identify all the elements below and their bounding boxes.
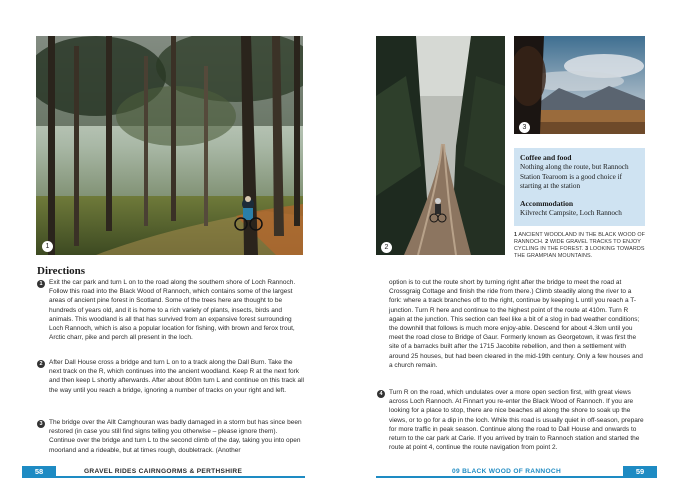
photo-caption bbox=[514, 232, 646, 260]
photo-gravel-track bbox=[376, 36, 505, 255]
step-1-text: Exit the car park and turn L on to the road along the southern shore of Loch Rannoch. Follow this road into the Black Wood of Rannoch, which contains some of the largest areas of ancient pine forest in Scotland. Some of the trees here are thought to be hundreds of years old, and it is home to a rich variety of plants, insects, birds and animals. This woodland is all that has survived from an expansive forest surrounding Loch Rannoch, which is also a popular location for fishing, with brown and ferox trout, Arctic charr, pike and perch all present in the loch. bbox=[49, 279, 296, 342]
photo-2-badge: 2 bbox=[381, 242, 392, 253]
accommodation-text: Kilvrecht Campsite, Loch Rannoch bbox=[520, 209, 622, 217]
caption-number-3: 3 bbox=[585, 246, 589, 252]
caption-number-2: 2 bbox=[545, 239, 549, 245]
caption-number-1: 1 bbox=[514, 232, 518, 238]
photo-ancient-woodland bbox=[36, 36, 303, 255]
right-page-number: 59 bbox=[623, 466, 657, 478]
left-footer-title: GRAVEL RIDES CAIRNGORMS & PERTHSHIRE bbox=[84, 468, 243, 475]
right-footer-title bbox=[452, 467, 561, 477]
caption-text-3: LOOKING TOWARDS THE GRAMPIAN MOUNTAINS. bbox=[514, 246, 645, 259]
caption-text-2: WIDE GRAVEL TRACKS TO ENJOY CYCLING IN THE FOREST. bbox=[514, 239, 641, 252]
food-heading: Coffee and food bbox=[520, 153, 572, 162]
info-box bbox=[514, 148, 645, 226]
step-3-number: 3 bbox=[37, 420, 45, 428]
step-1-number: 1 bbox=[37, 280, 45, 288]
accommodation-heading: Accommodation bbox=[520, 199, 574, 208]
food-text: Nothing along the route, but Rannoch Station Tearoom is a good choice if starting at the station bbox=[520, 163, 629, 191]
step-4-text: Turn R on the road, which undulates over a more open section first, with great views across Loch Rannoch. At Finnart you re-enter the Black Wood of Rannoch. If you are looking for a place to stop, there are nice beaches all along the shore to soak up the views, or to go for a dip in the loch. While this road is usually quiet in off-season, prepare for more traffic in peak season. Continue along the road to Dall House and onwards to return to the car park at Carie. If you arrived by train to Rannoch station and started the route at point 4, continue the route navigation from point 2. bbox=[389, 389, 644, 452]
route-number: 09 bbox=[452, 468, 460, 475]
photo-1-badge: 1 bbox=[42, 241, 53, 252]
step-2-number: 2 bbox=[37, 360, 45, 368]
left-page-number: 58 bbox=[22, 466, 56, 478]
directions-heading: Directions bbox=[37, 265, 86, 277]
route-name: BLACK WOOD OF RANNOCH bbox=[462, 468, 562, 475]
photo-3-badge: 3 bbox=[519, 122, 530, 133]
step-2-text: After Dall House cross a bridge and turn L on to a track along the Dall Burn. Take the next track on the R, which continues into the ancient woodland. Keep R at the next fork and then keep L shortly afterwards. After about 800m turn L and continue on this track all the way until you reach a bridge, ignoring a number of tracks on your right and left. bbox=[49, 359, 304, 394]
step-4-number: 4 bbox=[377, 390, 385, 398]
step-3-continued-text: option is to cut the route short by turning right after the bridge to meet the road at Crossgraig Cottage and finish the ride from there.) Climb steadily along the river to a fork: where a track branches off to the right, continue by keeping L until you reach a T-junction. Turn R here and continue to the highest point of the route at 410m. Turn R again at the junction. This section can feel like a bit of a slog in bad weather conditions; the downhill that follows is much more enjoy-able. Descend for about 4.3km until you meet the road close to Bridge of Gaur. Formerly known as Georgetown, it was first the site of a barracks built after the 1715 Jacobite rebellion, and then a settlement with around 25 houses, but had been cleared in the mid-19th century. Only a few houses and a church remain. bbox=[389, 279, 643, 369]
photo-grampian-mountains bbox=[514, 36, 645, 134]
step-3-text: The bridge over the Allt Camghouran was badly damaged in a storm but has since been restored (in case you still find signs telling you otherwise – please ignore them). Continue over the bridge and turn L to the second climb of the day, taking you into open moorland and a rideable, but at times rough, doubletrack. (Another bbox=[49, 419, 302, 454]
caption-text-1: ANCIENT WOODLAND IN THE BLACK WOOD OF RANNOCH. bbox=[514, 232, 646, 245]
